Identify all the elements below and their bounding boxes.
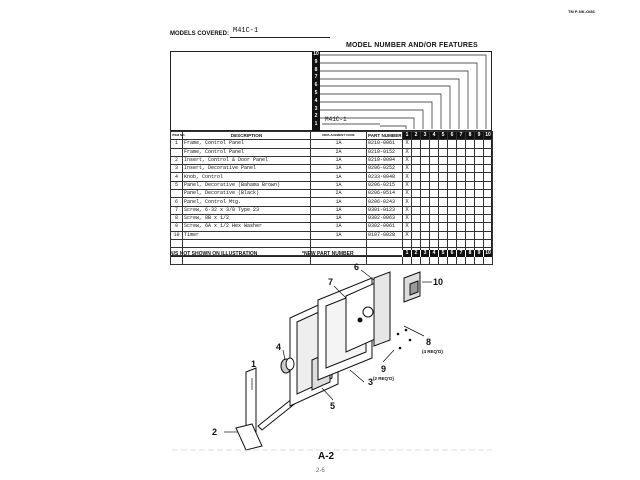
header-part-number: PART NUMBER <box>368 133 402 139</box>
part-number: 0302-0063 <box>367 214 403 222</box>
timer-hole <box>363 307 373 317</box>
replacement-code: 1A <box>311 173 367 181</box>
part-number: 0301-0123 <box>367 206 403 214</box>
item-number: 8 <box>171 214 183 222</box>
callout-7: 7 <box>328 277 334 287</box>
model-number-label: 8 <box>314 66 318 73</box>
part-number: 0210-0094 <box>367 156 403 164</box>
feature-col-8: 8 <box>466 132 475 140</box>
callout-leader <box>361 270 374 280</box>
feature-col-3: 3 <box>421 132 430 140</box>
feature-mark: X <box>403 148 412 156</box>
model-number-label: 3 <box>314 105 318 112</box>
feature-col-5: 5 <box>439 132 448 140</box>
part-description: Panel, Decorative (Bahama Brown) <box>183 181 311 189</box>
feature-col-10: 10 <box>485 132 491 139</box>
callout-leader <box>322 388 333 400</box>
part-number: 0233-0048 <box>367 173 403 181</box>
feature-mark: X <box>403 198 412 206</box>
replacement-code: 1A <box>311 223 367 231</box>
note-not-shown: N/S NOT SHOWN ON ILLUSTRATION <box>170 251 258 257</box>
feature-mark: X <box>403 214 412 222</box>
replacement-code: 1A <box>311 140 367 148</box>
part-number: 0206-0514 <box>367 190 403 198</box>
mount-hole <box>358 318 362 322</box>
item-number: 4 <box>171 173 183 181</box>
part-description: Frame, Control Panel <box>183 148 311 156</box>
part-description: Screw, 6-32 x 3/8 Type 23 <box>183 206 311 214</box>
screw <box>397 333 400 336</box>
callout-5: 5 <box>330 401 336 411</box>
part-description: Knob, Control <box>183 173 311 181</box>
part-description: Insert, Decorative Panel <box>183 165 311 173</box>
bottom-feature-label: 1 <box>402 250 411 257</box>
feature-mark: X <box>403 181 412 189</box>
feature-mark: X <box>403 231 412 239</box>
part-description: Panel, Control Mtg. <box>183 198 311 206</box>
callout-2: 2 <box>212 427 218 437</box>
header-description: DESCRIPTION <box>183 132 311 140</box>
callout-8: 8 <box>426 337 432 347</box>
feature-col-6: 6 <box>448 132 457 140</box>
item-number: 3 <box>171 165 183 173</box>
feature-mark: X <box>403 206 412 214</box>
callout-3: 3 <box>368 377 374 387</box>
bottom-feature-label: 2 <box>411 250 420 257</box>
part-number: 0210-0061 <box>367 140 403 148</box>
frame-foot <box>236 424 262 450</box>
page-number-sub: 2-6 <box>316 468 325 474</box>
model-number-label: 9 <box>314 58 318 65</box>
replacement-code: 1A <box>311 181 367 189</box>
replacement-code: 1A <box>311 231 367 239</box>
callout-9: 9 <box>381 364 387 374</box>
bottom-feature-label: 4 <box>429 250 438 257</box>
replacement-code: 2A <box>311 148 367 156</box>
replacement-code: 2A <box>311 190 367 198</box>
feature-mark: X <box>403 190 412 198</box>
feature-col-4: 4 <box>430 132 439 140</box>
callout-leader <box>404 326 424 336</box>
screw <box>399 347 402 350</box>
bottom-feature-label: 10 <box>483 250 492 257</box>
bottom-feature-label: 6 <box>447 250 456 257</box>
feature-mark: X <box>403 223 412 231</box>
feature-mark: X <box>403 165 412 173</box>
feature-mark: X <box>403 140 412 148</box>
item-number: 6 <box>171 198 183 206</box>
replacement-code: 1A <box>311 156 367 164</box>
bottom-feature-label: 8 <box>465 250 474 257</box>
bottom-feature-label: 7 <box>456 250 465 257</box>
callout-4: 4 <box>276 342 282 352</box>
part-number: 0206-0215 <box>367 181 403 189</box>
feature-col-1: 1 <box>403 132 412 140</box>
feature-col-9: 9 <box>475 132 484 140</box>
models-covered-value: M41C-1 <box>233 27 259 35</box>
part-description: Frame, Control Panel <box>183 140 311 148</box>
feature-col-2: 2 <box>412 132 421 140</box>
feature-col-7: 7 <box>457 132 466 140</box>
model-number-label: 2 <box>314 113 318 120</box>
feature-mark: X <box>403 173 412 181</box>
replacement-code: 1A <box>311 198 367 206</box>
model-number-label: 1 <box>314 121 318 128</box>
screw <box>409 339 412 342</box>
screw <box>405 329 408 332</box>
part-number: 0107-0028 <box>367 231 403 239</box>
part-number: 0206-0243 <box>367 198 403 206</box>
bottom-feature-label: 9 <box>474 250 483 257</box>
part-description: Screw, 6A x 1/2 Hex Washer <box>183 223 311 231</box>
callout-1: 1 <box>251 359 257 369</box>
model-number-label: 6 <box>314 82 318 89</box>
callout-10: 10 <box>433 277 444 287</box>
replacement-code: 1A <box>311 214 367 222</box>
part-description: Screw, 8B x 1/2 <box>183 214 311 222</box>
model-code: M41C-1 <box>325 116 347 123</box>
model-number-label: 5 <box>314 89 318 96</box>
model-number-label: 7 <box>314 74 318 81</box>
item-number: 5 <box>171 181 183 189</box>
model-number-label: 4 <box>314 97 318 104</box>
item-number: 1 <box>171 140 183 148</box>
item-number: 10 <box>171 231 183 239</box>
document-code: TM P-NK-O/86 <box>568 9 595 14</box>
models-covered-label: MODELS COVERED: <box>170 31 230 37</box>
replacement-code: 1A <box>311 165 367 173</box>
callout-6: 6 <box>354 262 360 272</box>
page-number: A-2 <box>318 451 335 462</box>
part-number: 0206-0252 <box>367 165 403 173</box>
part-description: Insert, Control & Door Panel <box>183 156 311 164</box>
part-description: Timer <box>183 231 311 239</box>
timer-face <box>410 281 418 295</box>
model-number-label: 10 <box>313 51 319 57</box>
item-number: 2 <box>171 156 183 164</box>
callout-leader <box>383 350 394 362</box>
part-number: 0302-0061 <box>367 223 403 231</box>
item-number: 9 <box>171 223 183 231</box>
header-item: ITEM NO. <box>171 132 183 140</box>
callout-leader <box>350 370 364 382</box>
note-new-part: *NEW PART NUMBER <box>302 251 354 257</box>
replacement-code: 1A <box>311 206 367 214</box>
callout-leader <box>283 350 285 360</box>
callout-8-qty: (4 REQ'D) <box>422 349 443 354</box>
features-title: MODEL NUMBER AND/OR FEATURES <box>346 42 478 49</box>
callout-9-qty: (2 REQ'D) <box>373 376 394 381</box>
control-knob-face <box>286 358 294 370</box>
item-number: 7 <box>171 206 183 214</box>
part-number: 0210-0152 <box>367 148 403 156</box>
bottom-feature-label: 3 <box>420 250 429 257</box>
part-description: Panel, Decorative (Black) <box>183 190 311 198</box>
mounting-panel-edge <box>374 272 390 346</box>
feature-mark: X <box>403 156 412 164</box>
header-code: REPLACEMENT CODE <box>311 132 367 140</box>
bottom-feature-label: 5 <box>438 250 447 257</box>
